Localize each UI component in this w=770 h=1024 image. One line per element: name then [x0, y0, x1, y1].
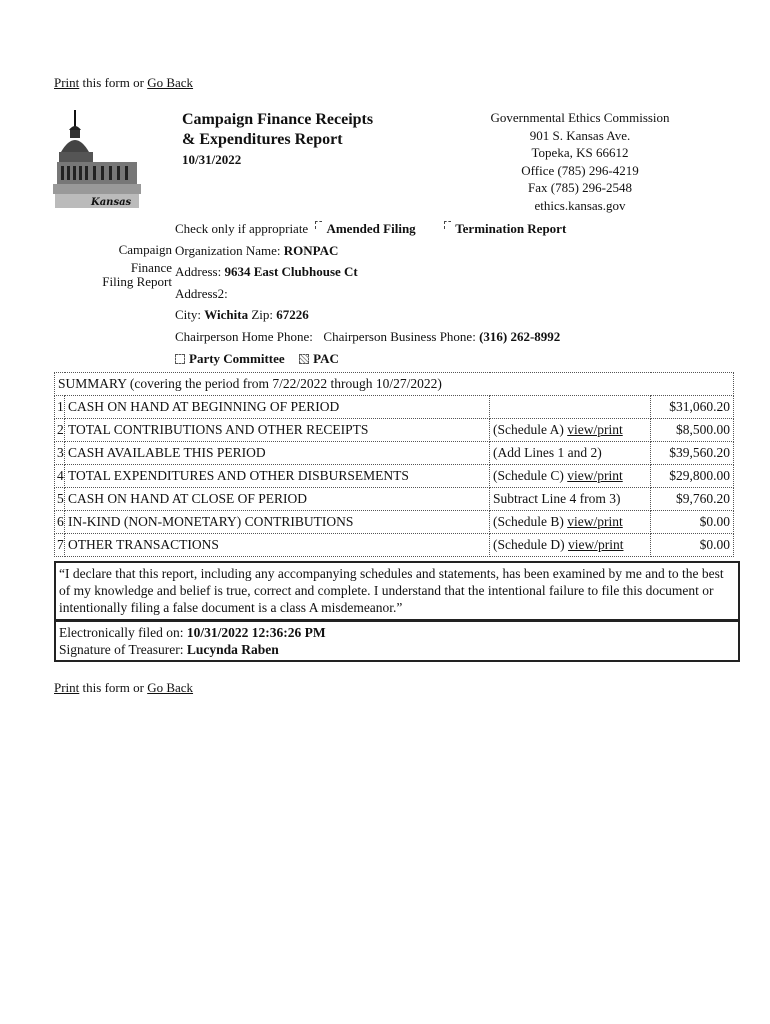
agency-fax: Fax (785) 296-2548	[528, 180, 632, 195]
nav-middle-text-bottom: this form or	[82, 680, 144, 695]
termination-report-checkbox[interactable]	[444, 221, 451, 229]
report-title-block	[182, 110, 373, 170]
summary-amount: $39,560.20	[651, 442, 734, 465]
org-name-row	[175, 243, 338, 259]
home-phone-label: Chairperson Home Phone:	[175, 329, 313, 344]
summary-header: SUMMARY (covering the period from 7/22/2022 through 10/27/2022)	[55, 373, 734, 396]
schedule-view-print-link[interactable]: view/print	[567, 422, 623, 437]
summary-line-number: 6	[55, 511, 65, 534]
phone-row	[175, 329, 560, 345]
city-label: City:	[175, 307, 202, 322]
agency-city: Topeka, KS 66612	[531, 145, 629, 160]
report-date: 10/31/2022	[182, 152, 242, 167]
summary-schedule-cell	[490, 511, 651, 534]
schedule-view-print-link[interactable]: view/print	[567, 537, 624, 552]
summary-schedule-cell	[490, 534, 651, 557]
declaration-box	[54, 561, 740, 621]
filed-on-label: Electronically filed on:	[59, 625, 184, 640]
address-value: 9634 East Clubhouse Ct	[224, 264, 358, 279]
summary-row-2	[55, 419, 734, 442]
address2-label: Address2:	[175, 286, 228, 301]
summary-line-description: CASH ON HAND AT CLOSE OF PERIOD	[65, 488, 490, 511]
top-nav	[54, 75, 193, 91]
check-prompt: Check only if appropriate	[175, 221, 309, 236]
schedule-label: (Schedule A)	[493, 422, 568, 437]
print-link[interactable]: Print	[54, 75, 80, 90]
summary-schedule-cell	[490, 442, 651, 465]
schedule-label: Subtract Line 4 from 3)	[493, 491, 621, 506]
treasurer-row	[59, 641, 735, 658]
amended-filing-checkbox[interactable]	[315, 221, 322, 229]
address2-row	[175, 286, 228, 302]
filed-on-row	[59, 624, 735, 641]
summary-line-description: OTHER TRANSACTIONS	[65, 534, 490, 557]
summary-header-row	[55, 373, 734, 396]
schedule-label: (Schedule D)	[493, 537, 568, 552]
summary-table	[54, 372, 734, 557]
nav-middle-text: this form or	[82, 75, 144, 90]
summary-row-4	[55, 465, 734, 488]
agency-website: ethics.kansas.gov	[534, 197, 626, 213]
org-name-value: RONPAC	[283, 243, 339, 258]
committee-type-row	[175, 351, 339, 367]
schedule-view-print-link[interactable]: view/print	[567, 468, 623, 483]
summary-row-1	[55, 396, 734, 419]
summary-line-description: CASH AVAILABLE THIS PERIOD	[65, 442, 490, 465]
summary-line-description: IN-KIND (NON-MONETARY) CONTRIBUTIONS	[65, 511, 490, 534]
schedule-label: (Schedule B)	[493, 514, 568, 529]
summary-line-description: CASH ON HAND AT BEGINNING OF PERIOD	[65, 396, 490, 419]
summary-line-description: TOTAL CONTRIBUTIONS AND OTHER RECEIPTS	[65, 419, 490, 442]
filing-type-row	[175, 221, 566, 237]
org-name-label: Organization Name:	[175, 243, 281, 258]
summary-amount: $8,500.00	[651, 419, 734, 442]
print-link-bottom[interactable]: Print	[54, 680, 80, 695]
treasurer-value: Lucynda Raben	[186, 642, 279, 657]
city-zip-row	[175, 307, 309, 323]
agency-address-block	[450, 109, 710, 214]
summary-line-number: 1	[55, 396, 65, 419]
summary-line-number: 7	[55, 534, 65, 557]
svg-text:Kansas: Kansas	[91, 197, 132, 208]
pac-checkbox[interactable]	[299, 354, 309, 364]
summary-line-number: 3	[55, 442, 65, 465]
declaration-text: “I declare that this report, including any accompanying schedules and statements, has been examined by me and to the best of my knowledge and belief is true, correct and complete. I understand that the intentional failure to file this document or intentionally filing a false document is a class A misdemeanor.”	[59, 566, 724, 615]
summary-line-number: 2	[55, 419, 65, 442]
party-committee-label: Party Committee	[189, 351, 285, 366]
schedule-view-print-link[interactable]: view/print	[567, 514, 623, 529]
summary-amount: $0.00	[651, 534, 734, 557]
filed-on-value: 10/31/2022 12:36:26 PM	[186, 625, 326, 640]
business-phone-value: (316) 262-8992	[479, 329, 561, 344]
summary-row-7	[55, 534, 734, 557]
report-title-line2: & Expenditures Report	[182, 131, 343, 148]
side-label-line2: Finance	[130, 260, 172, 275]
kansas-seal-image	[53, 108, 141, 210]
pac-label: PAC	[313, 351, 339, 366]
address-label: Address:	[175, 264, 222, 279]
amended-filing-label: Amended Filing	[326, 221, 416, 236]
go-back-link-bottom[interactable]: Go Back	[147, 680, 194, 695]
summary-line-number: 4	[55, 465, 65, 488]
report-title-line1: Campaign Finance Receipts	[182, 111, 374, 128]
city-value: Wichita	[204, 307, 249, 322]
summary-schedule-cell	[490, 488, 651, 511]
summary-row-6	[55, 511, 734, 534]
go-back-link[interactable]: Go Back	[147, 75, 194, 90]
summary-row-5	[55, 488, 734, 511]
side-label-line1: Campaign	[118, 242, 172, 257]
business-phone-label: Chairperson Business Phone:	[323, 329, 476, 344]
schedule-label: (Schedule C)	[493, 468, 568, 483]
treasurer-label: Signature of Treasurer:	[59, 642, 184, 657]
summary-line-number: 5	[55, 488, 65, 511]
zip-value: 67226	[276, 307, 309, 322]
summary-amount: $29,800.00	[651, 465, 734, 488]
summary-schedule-cell	[490, 396, 651, 419]
summary-amount: $9,760.20	[651, 488, 734, 511]
address-row	[175, 264, 358, 280]
schedule-label: (Add Lines 1 and 2)	[493, 445, 602, 460]
party-committee-checkbox[interactable]	[175, 354, 185, 364]
campaign-finance-side-label	[84, 243, 172, 289]
summary-schedule-cell	[490, 465, 651, 488]
agency-office-phone: Office (785) 296-4219	[521, 162, 639, 178]
termination-report-label: Termination Report	[455, 221, 567, 236]
summary-row-3	[55, 442, 734, 465]
zip-label: Zip:	[251, 307, 274, 322]
summary-amount: $0.00	[651, 511, 734, 534]
agency-name: Governmental Ethics Commission	[490, 110, 670, 125]
bottom-nav	[54, 680, 193, 696]
summary-schedule-cell	[490, 419, 651, 442]
side-label-line3: Filing Report	[102, 274, 172, 289]
agency-street: 901 S. Kansas Ave.	[529, 127, 631, 143]
filing-info-box	[54, 621, 740, 662]
summary-amount: $31,060.20	[651, 396, 734, 419]
summary-line-description: TOTAL EXPENDITURES AND OTHER DISBURSEMENTS	[65, 465, 490, 488]
